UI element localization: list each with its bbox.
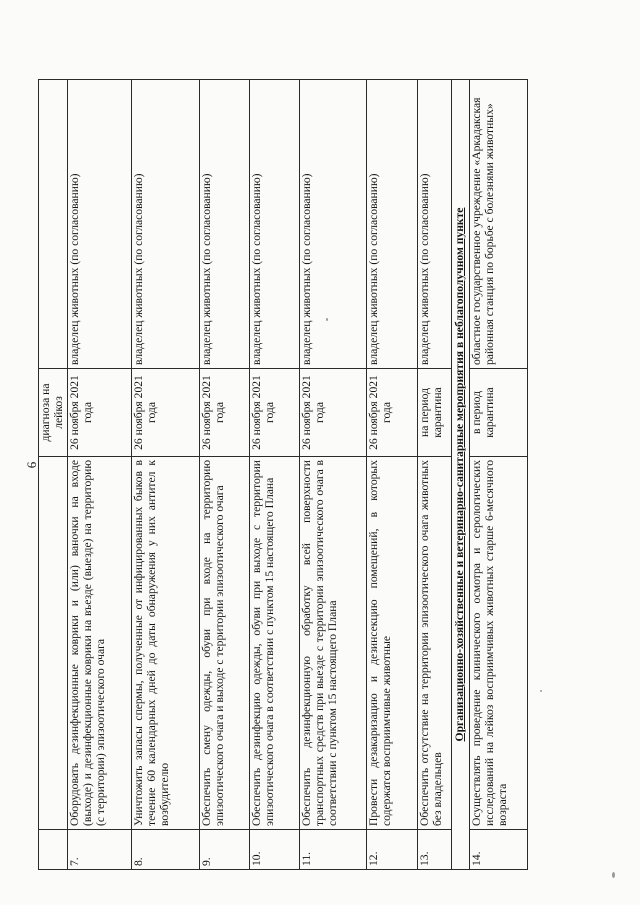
table-row xyxy=(300,80,367,870)
row-responsible: областное государственное учреждение «Аркадакская районная станция по борьбе с болезнями животных» xyxy=(470,80,528,369)
scan-speck xyxy=(612,872,615,878)
header-term-cell: диагноза на лейкоз xyxy=(39,369,68,457)
page-number: 6 xyxy=(24,461,39,469)
row-responsible: владелец животных (по согласованию) xyxy=(68,80,132,369)
measures-table xyxy=(38,79,528,870)
row-action: Оборудовать дезинфекционные коврики и (или) ваночки на входе (выходе) и дезинфекционные коврики на въезде (выезде) на территорию (с территории) эпизоотического очага xyxy=(68,457,132,830)
row-action: Провести дезакаризацию и дезинсекцию помещений, в которых содержатся восприимчивые животные xyxy=(367,457,418,830)
table-row xyxy=(200,80,250,870)
row-action: Уничтожить запасы спермы, полученные от инфицированных быков в течение 60 календарных дней до даты обнаружения у них антител к возбудителю xyxy=(132,457,200,830)
row-action: Обеспечить отсутствие на территории эпизоотического очага животных без владельцев xyxy=(418,457,452,830)
table-row xyxy=(470,80,528,870)
row-number: 10. xyxy=(250,830,300,870)
row-responsible: владелец животных (по согласованию) xyxy=(367,80,418,369)
table-row xyxy=(418,80,452,870)
row-number: 8. xyxy=(132,830,200,870)
row-action: Обеспечить дезинфекционную обработку всей поверхности транспортных средств при выезде с территории эпизоотического очага в соответствии с пунктом 15 настоящего Плана xyxy=(300,457,367,830)
row-action: Осуществлять проведение клинического осмотра и серологических исследований на лейкоз восприимчивых животных старше 6-месячного возраста xyxy=(470,457,528,830)
section-heading-row xyxy=(452,80,470,870)
row-responsible: владелец животных (по согласованию) xyxy=(300,80,367,369)
scan-speck xyxy=(540,690,542,692)
table-header-row xyxy=(39,80,68,870)
row-responsible: владелец животных (по согласованию) xyxy=(250,80,300,369)
row-term: 26 ноября 2021 года xyxy=(200,369,250,457)
scan-speck xyxy=(326,318,328,321)
row-term: 26 ноября 2021 года xyxy=(68,369,132,457)
row-responsible: владелец животных (по согласованию) xyxy=(132,80,200,369)
row-term: 26 ноября 2021 года xyxy=(250,369,300,457)
table-row xyxy=(68,80,132,870)
row-number: 11. xyxy=(300,830,367,870)
table-row xyxy=(250,80,300,870)
row-action: Обеспечить смену одежды, обуви при входе на территорию эпизоотического очага и выходе с территории эпизоотического очага xyxy=(200,457,250,830)
header-responsible-cell xyxy=(39,80,68,369)
row-term: 26 ноября 2021 года xyxy=(300,369,367,457)
row-number: 9. xyxy=(200,830,250,870)
row-term: 26 ноября 2021 года xyxy=(367,369,418,457)
row-term: на период карантина xyxy=(418,369,452,457)
row-number: 12. xyxy=(367,830,418,870)
row-term: 26 ноября 2021 года xyxy=(132,369,200,457)
row-number: 13. xyxy=(418,830,452,870)
row-responsible: владелец животных (по согласованию) xyxy=(200,80,250,369)
row-action: Обеспечить дезинфекцию одежды, обуви при выходе с территории эпизоотического очага в соответствии с пунктом 15 настоящего Плана xyxy=(250,457,300,830)
row-responsible: владелец животных (по согласованию) xyxy=(418,80,452,369)
rotated-table-wrapper xyxy=(38,80,528,870)
section-title: Организационно-хозяйственные и ветеринарно-санитарные мероприятия в неблагополучном пункте xyxy=(452,80,470,870)
table-row xyxy=(367,80,418,870)
table-row xyxy=(132,80,200,870)
row-number: 14. xyxy=(470,830,528,870)
header-num-cell xyxy=(39,830,68,870)
row-number: 7. xyxy=(68,830,132,870)
header-action-cell xyxy=(39,457,68,830)
row-term: в период карантина xyxy=(470,369,528,457)
